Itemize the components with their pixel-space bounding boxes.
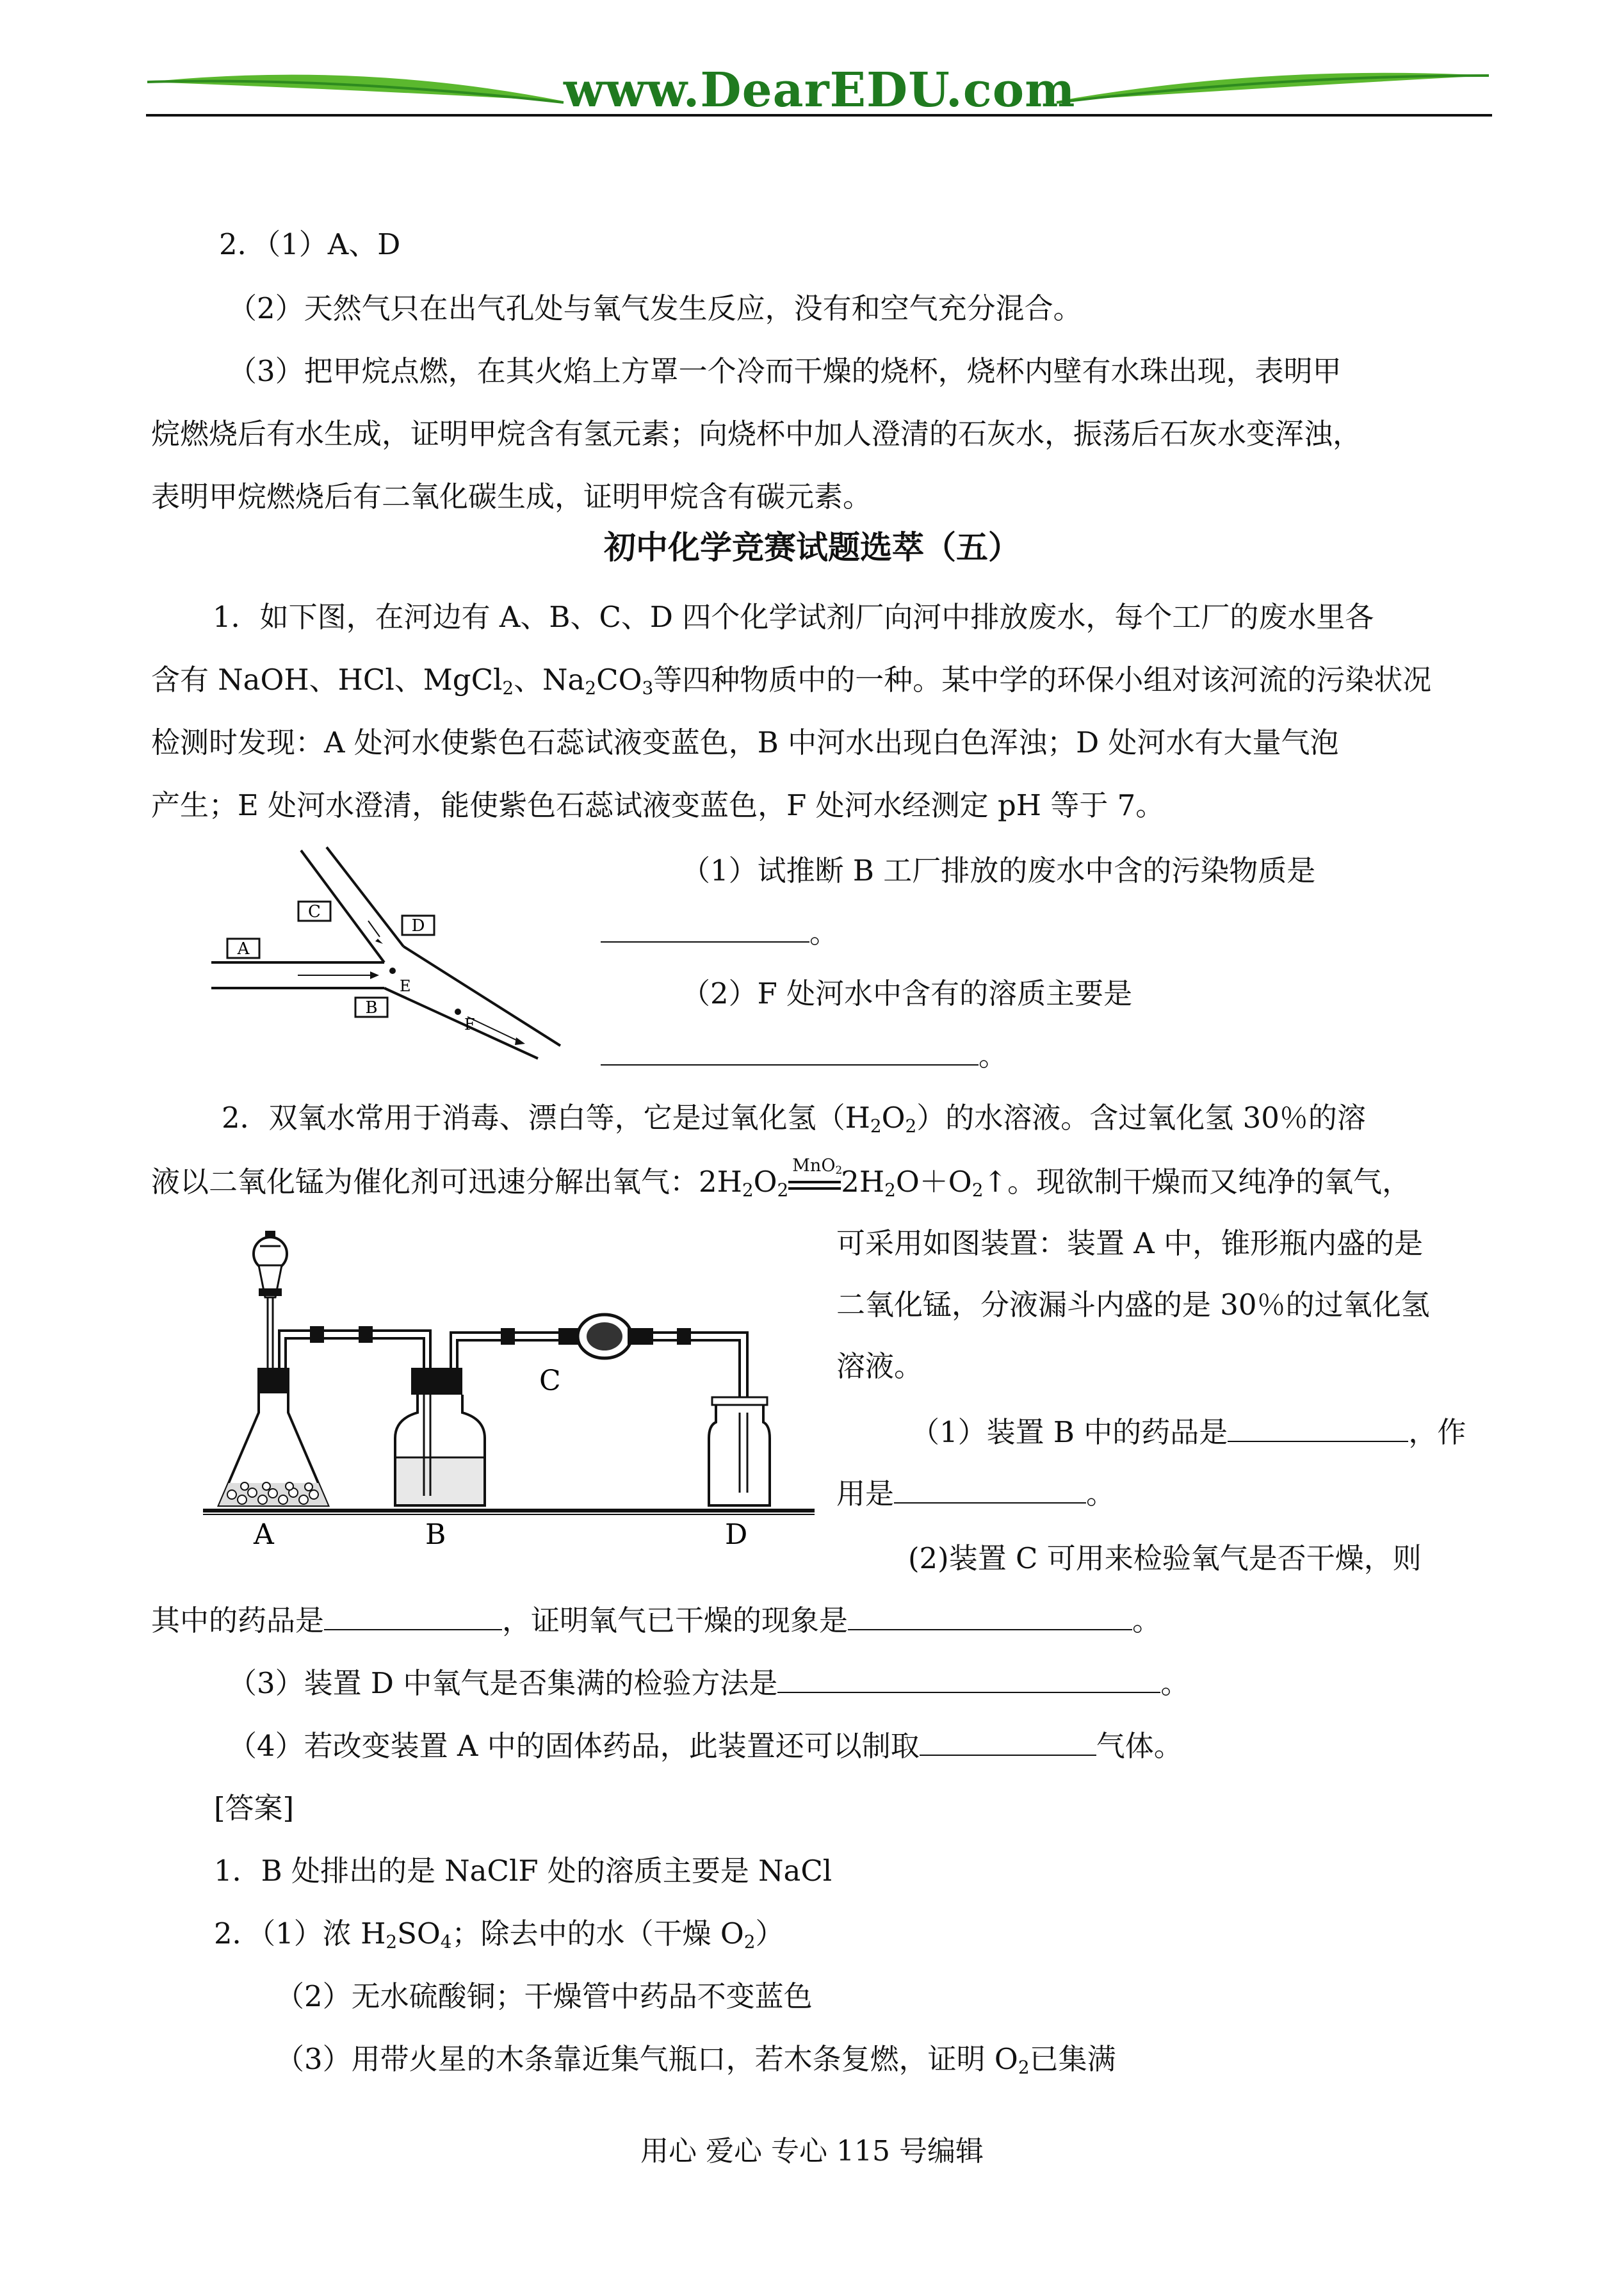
apparatus-label-d: D — [725, 1518, 748, 1547]
diagram-label-f: F — [464, 1016, 475, 1034]
q2-sub-2-line-a: (2)装置 C 可用来检验氧气是否干燥，则 — [908, 1541, 1422, 1575]
answer-1: 1．B 处排出的是 NaClF 处的溶质主要是 NaCl — [214, 1854, 832, 1888]
prev-answer-line-1: 2．（1）A、D — [219, 227, 401, 261]
diagram-label-a: A — [237, 939, 250, 959]
answer-2-2: （2）无水硫酸铜；干燥管中药品不变蓝色 — [275, 1979, 813, 2013]
q2-blank-4[interactable] — [848, 1601, 1132, 1630]
prev-answer-line-3: （3）把甲烷点燃，在其火焰上方罩一个冷而干燥的烧杯，烧杯内壁有水珠出现，表明甲 — [228, 354, 1342, 388]
q1-sub-1-answer-line: 。 — [601, 913, 838, 952]
q2-line-2: 液以二氧化锰为催化剂可迅速分解出氧气：$2H_2O_2$ MnO$_2$ $2H_2O+O_2↑$。现欲制干燥而又纯净的氧气， — [151, 1155, 1411, 1201]
q1-line-2: 含有 NaOH、HCl、MgCl$_2$、$Na_2CO_3$等四种物质中的一种。某中学的环保小组对该河流的污染状况 — [151, 663, 1432, 699]
q1-sub-2: （2）F 处河水中含有的溶质主要是 — [681, 977, 1133, 1010]
q1-sub-2-answer-line: 。 — [601, 1036, 1007, 1075]
answers-header: [答案] — [214, 1791, 295, 1825]
q2-blank-2[interactable] — [894, 1474, 1086, 1504]
apparatus-label-b: B — [425, 1518, 446, 1547]
diagram-label-b: B — [365, 998, 378, 1018]
q2-sub-4: （4）若改变装置 A 中的固体药品，此装置还可以制取 气体。 — [228, 1726, 1183, 1765]
section-title: 初中化学竞赛试题选萃（五） — [604, 528, 1020, 566]
q2-blank-6[interactable] — [920, 1726, 1096, 1756]
q2-sub-1-line-a: （1）装置 B 中的药品是 ，作 — [911, 1413, 1466, 1452]
catalyst-arrow — [788, 1155, 843, 1199]
q1-line-3: 检测时发现：A 处河水使紫色石蕊试液变蓝色，B 中河水出现白色浑浊；D 处河水有大量气泡 — [151, 726, 1339, 759]
page-footer: 用心 爱心 专心 115 号编辑 — [640, 2135, 984, 2168]
q1-line-4: 产生；E 处河水澄清，能使紫色石蕊试液变蓝色，F 处河水经测定 pH 等于 7。 — [151, 788, 1165, 822]
prev-answer-line-4: 烷燃烧后有水生成，证明甲烷含有氢元素；向烧杯中加人澄清的石灰水，振荡后石灰水变浑浊， — [151, 417, 1362, 451]
q1-sub-1: （1）试推断 B 工厂排放的废水中含的污染物质是 — [681, 854, 1316, 888]
river-diagram — [199, 844, 576, 1062]
header-banner — [0, 0, 1624, 128]
q2-sub-2-line-b: 其中的药品是 ，证明氧气已干燥的现象是 。 — [151, 1601, 1161, 1640]
q1-blank-2[interactable] — [601, 1036, 978, 1066]
answer-2-1: 2．（1）浓 $H_2SO_4$；除去中的水（干燥 $O_2$） — [214, 1917, 784, 1952]
q2-right-2: 二氧化锰，分液漏斗内盛的是 30％的过氧化氢 — [836, 1288, 1430, 1322]
apparatus-diagram — [200, 1220, 818, 1547]
q2-right-1: 可采用如图装置：装置 A 中，锥形瓶内盛的是 — [836, 1226, 1424, 1260]
q2-sub-3: （3）装置 D 中氧气是否集满的检验方法是 。 — [228, 1664, 1189, 1703]
q2-right-3: 溶液。 — [836, 1349, 923, 1383]
prev-answer-line-2: （2）天然气只在出气孔处与氧气发生反应，没有和空气充分混合。 — [228, 291, 1082, 325]
diagram-label-e: E — [400, 977, 411, 995]
site-name[interactable]: www.DearEDU.com — [564, 63, 1076, 118]
apparatus-label-a: A — [254, 1518, 274, 1547]
prev-answer-line-5: 表明甲烷燃烧后有二氧化碳生成，证明甲烷含有碳元素。 — [151, 480, 872, 514]
q2-sub-1-line-b: 用是 。 — [836, 1474, 1115, 1513]
diagram-label-d: D — [411, 916, 425, 936]
q2-line-1: 2．双氧水常用于消毒、漂白等，它是过氧化氢$(H_2O_2)$的水溶液。含过氧化氢 30％的溶 — [222, 1101, 1366, 1137]
q2-blank-5[interactable] — [777, 1664, 1160, 1693]
q1-line-1: 1．如下图，在河边有 A、B、C、D 四个化学试剂厂向河中排放废水，每个工厂的废水里各 — [213, 600, 1374, 634]
catalyst-label: MnO$_2$ — [792, 1155, 843, 1176]
apparatus-label-c: C — [539, 1365, 561, 1397]
q2-blank-1[interactable] — [1228, 1413, 1408, 1442]
q2-blank-3[interactable] — [324, 1601, 502, 1630]
diagram-label-c: C — [308, 902, 321, 921]
q1-blank-1[interactable] — [601, 913, 809, 943]
answer-2-3: （3）用带火星的木条靠近集气瓶口，若木条复燃，证明 $O_2$已集满 — [275, 2042, 1116, 2078]
